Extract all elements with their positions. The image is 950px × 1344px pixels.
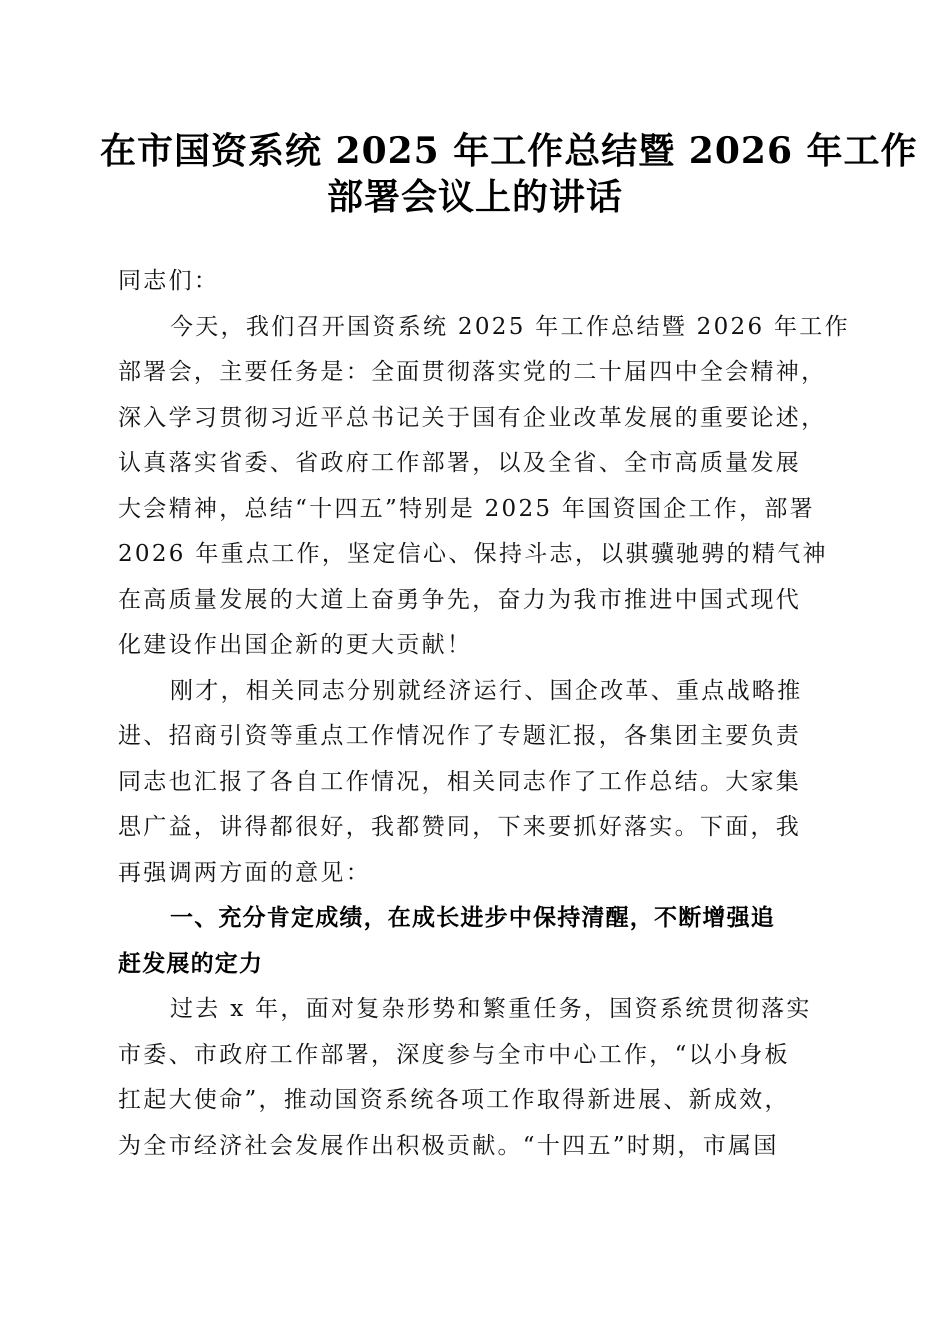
paragraph-line: 思广益，讲得都很好，我都赞同，下来要抓好落实。下面，我 <box>118 814 802 840</box>
document-title <box>100 128 918 220</box>
paragraph-line: 大会精神，总结“十四五”特别是 2025 年国资国企工作，部署 <box>118 495 815 522</box>
salutation: 同志们： <box>118 268 220 294</box>
paragraph-line: 今天，我们召开国资系统 2025 年工作总结暨 2026 年工作 <box>170 313 850 340</box>
title-line: 部署会议上的讲话 <box>326 176 623 218</box>
paragraph-line: 认真落实省委、省政府工作部署，以及全省、全市高质量发展 <box>118 450 802 476</box>
heading-line: 一、充分肯定成绩，在成长进步中保持清醒，不断增强追 <box>170 905 775 931</box>
paragraph-reports <box>118 669 833 897</box>
paragraph-achievements <box>118 987 833 1169</box>
paragraph-line: 过去 x 年，面对复杂形势和繁重任务，国资系统贯彻落实 <box>170 996 812 1022</box>
paragraph-line: 同志也汇报了各自工作情况，相关同志作了工作总结。大家集 <box>118 768 802 795</box>
paragraph-line: 市委、市政府工作部署，深度参与全市中心工作，“以小身板 <box>118 1041 790 1068</box>
paragraph-line: 化建设作出国企新的更大贡献！ <box>118 632 473 658</box>
document-body <box>118 259 850 1169</box>
paragraph-line: 刚才，相关同志分别就经济运行、国企改革、重点战略推 <box>170 677 803 704</box>
paragraph-line: 2026 年重点工作，坚定信心、保持斗志，以骐骥驰骋的精气神 <box>118 541 828 567</box>
paragraph-opening <box>118 305 850 669</box>
paragraph-line: 为全市经济社会发展作出积极贡献。“十四五”时期，市属国 <box>118 1132 779 1159</box>
section-heading-1 <box>118 896 833 987</box>
paragraph-line: 部署会，主要任务是：全面贯彻落实党的二十届四中全会精神， <box>118 359 827 385</box>
paragraph-line: 深入学习贯彻习近平总书记关于国有企业改革发展的重要论述， <box>118 404 827 431</box>
paragraph-line: 在高质量发展的大道上奋勇争先，奋力为我市推进中国式现代 <box>118 586 802 613</box>
paragraph-line: 进、招商引资等重点工作情况作了专题汇报，各集团主要负责 <box>118 723 802 749</box>
title-line: 在市国资系统 2025 年工作总结暨 2026 年工作 <box>100 130 918 172</box>
heading-line: 赶发展的定力 <box>118 950 264 977</box>
paragraph-line: 再强调两方面的意见： <box>118 859 371 886</box>
paragraph-line: 扛起大使命”，推动国资系统各项工作取得新进展、新成效， <box>118 1087 790 1113</box>
